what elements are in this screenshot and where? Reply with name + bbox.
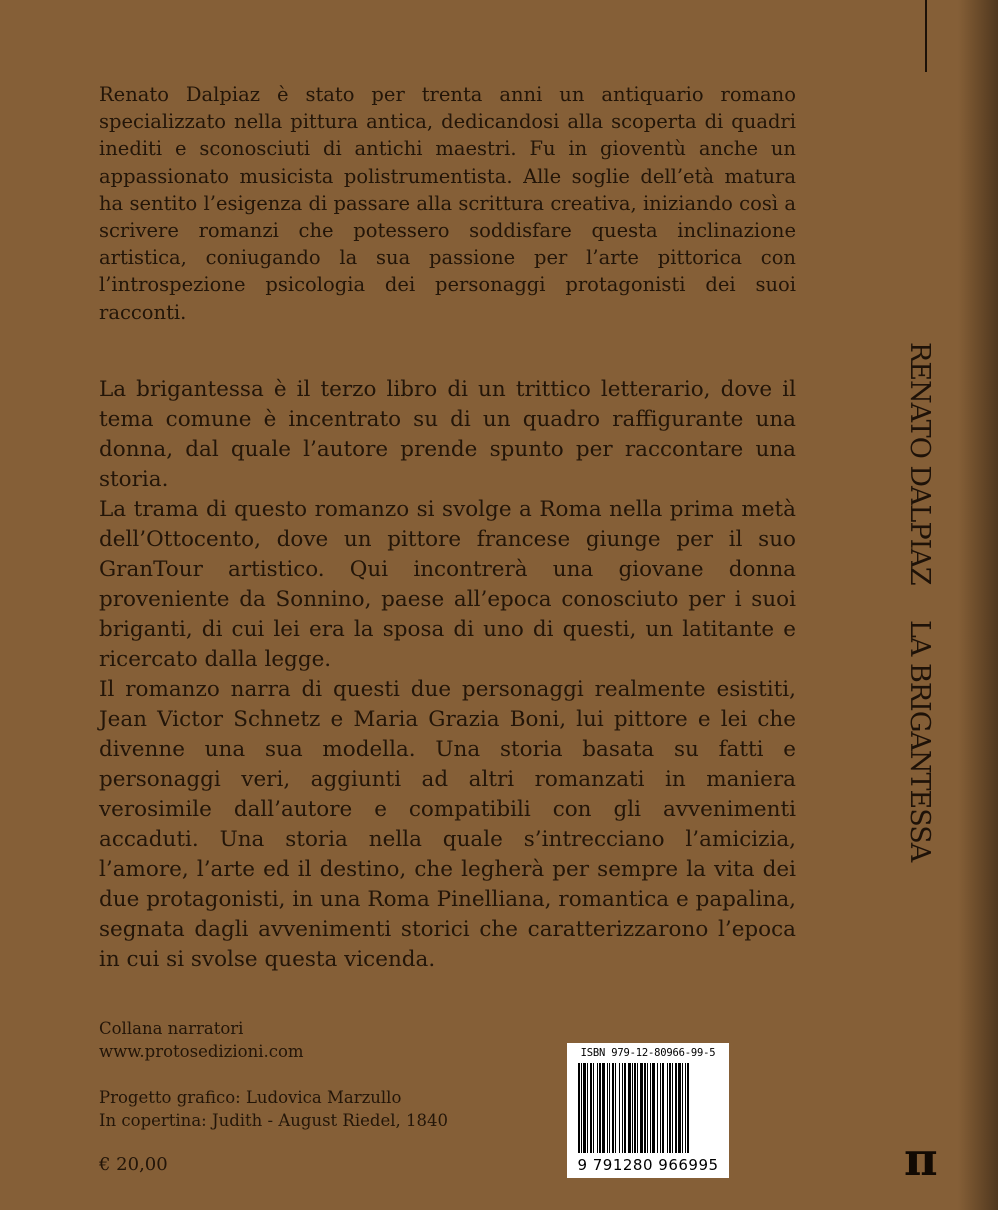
spine-shadow (958, 0, 998, 1210)
barcode-bar (637, 1063, 638, 1153)
barcode-bar (607, 1063, 608, 1153)
barcode-bar (578, 1063, 580, 1153)
barcode-bar (647, 1063, 648, 1153)
barcode-bar (612, 1063, 614, 1153)
barcode-bars (578, 1063, 718, 1153)
credits (99, 1086, 448, 1132)
synopsis-paragraph: La brigantessa è il terzo libro di un trittico letterario, dove il tema comune è incentrato su di un quadro raffigurante una donna, dal quale l’autore prende spunto per raccontare una storia. (99, 377, 796, 492)
barcode-bar (669, 1063, 671, 1153)
barcode-bar (634, 1063, 636, 1153)
synopsis-paragraph: La trama di questo romanzo si svolge a Roma nella prima metà dell’Ottocento, dove un pittore francese giunge per il suo GranTour artistico. Qui incontrerà una giovane donna proveniente da Sonnino, paese all’epoca conosciuto per i suoi briganti, di cui lei era la sposa di uno di questi, un latitante e ricercato dalla legge. (99, 497, 796, 672)
barcode-bar (672, 1063, 673, 1153)
barcode-bar (622, 1063, 623, 1153)
barcode-bar (597, 1063, 598, 1153)
synopsis (99, 375, 796, 975)
barcode-bar (615, 1063, 616, 1153)
barcode-bar (602, 1063, 605, 1153)
publisher-info (99, 1017, 304, 1063)
barcode-bar (682, 1063, 683, 1153)
barcode-bar (599, 1063, 601, 1153)
publisher-website[interactable]: www.protosedizioni.com (99, 1042, 304, 1061)
barcode-bar (678, 1063, 681, 1153)
barcode-bar (583, 1063, 586, 1153)
barcode-bar (644, 1063, 646, 1153)
spine-author: RENATO DALPIAZ (904, 342, 935, 585)
author-bio: Renato Dalpiaz è stato per trenta anni un antiquario romano specializzato nella pittura antica, dedicandosi alla scoperta di quadri inediti e sconosciuti di antichi maestri. Fu in gioventù anche un appassionato musicista polistrumentista. Alle soglie dell’età matura ha sentito l’esigenza di passare alla scrittura creativa, iniziando così a scrivere romanzi che potessero soddisfare questa inclinazione artistica, coniugando la sua passione per l’arte pittorica con l’introspezione psicologia dei personaggi protagonisti dei suoi racconti. (99, 83, 796, 324)
spine-rule (925, 0, 927, 72)
isbn-number: ISBN 979-12-80966-99-5 (580, 1047, 716, 1059)
barcode-bar (652, 1063, 655, 1153)
barcode-bar (662, 1063, 664, 1153)
barcode-bar (687, 1063, 689, 1153)
barcode-bar (581, 1063, 582, 1153)
barcode-bar (667, 1063, 668, 1153)
barcode-bar (619, 1063, 620, 1153)
barcode-bar (609, 1063, 610, 1153)
barcode-bar (624, 1063, 626, 1153)
barcode-bar (628, 1063, 631, 1153)
barcode-bar (640, 1063, 643, 1153)
ean-digits: 9 791280 966995 (577, 1156, 719, 1174)
barcode-bar (590, 1063, 592, 1153)
barcode-bar (657, 1063, 658, 1153)
barcode-bar (685, 1063, 686, 1153)
barcode-bar (593, 1063, 594, 1153)
series-name: Collana narratori (99, 1019, 244, 1038)
spine-title: LA BRIGANTESSA (904, 620, 935, 862)
design-credit: Progetto grafico: Ludovica Marzullo (99, 1088, 402, 1107)
barcode-bar (650, 1063, 651, 1153)
spine-text (904, 342, 935, 861)
synopsis-paragraph: Il romanzo narra di questi due personaggi realmente esistiti, Jean Victor Schnetz e Maria Grazia Boni, lui pittore e lei che divenne una sua modella. Una storia basata su fatti e personaggi veri, aggiunti ad altri romanzati in maniera verosimile dall’autore e compatibili con gli avvenimenti accaduti. Una storia nella quale s’intrecciano l’amicizia, l’amore, l’arte ed il destino, che legherà per sempre la vita dei due protagonisti, in una Roma Pinelliana, romantica e papalina, segnata dagli avvenimenti storici che caratterizzarono l’epoca in cui si svolse questa vicenda. (99, 677, 796, 972)
barcode-bar (632, 1063, 633, 1153)
price: € 20,00 (99, 1154, 168, 1175)
isbn-barcode (567, 1043, 729, 1178)
barcode-bar (587, 1063, 588, 1153)
publisher-logo: π (904, 1132, 938, 1186)
cover-art-credit: In copertina: Judith - August Riedel, 1840 (99, 1111, 448, 1130)
barcode-bar (675, 1063, 677, 1153)
barcode-bar (660, 1063, 661, 1153)
